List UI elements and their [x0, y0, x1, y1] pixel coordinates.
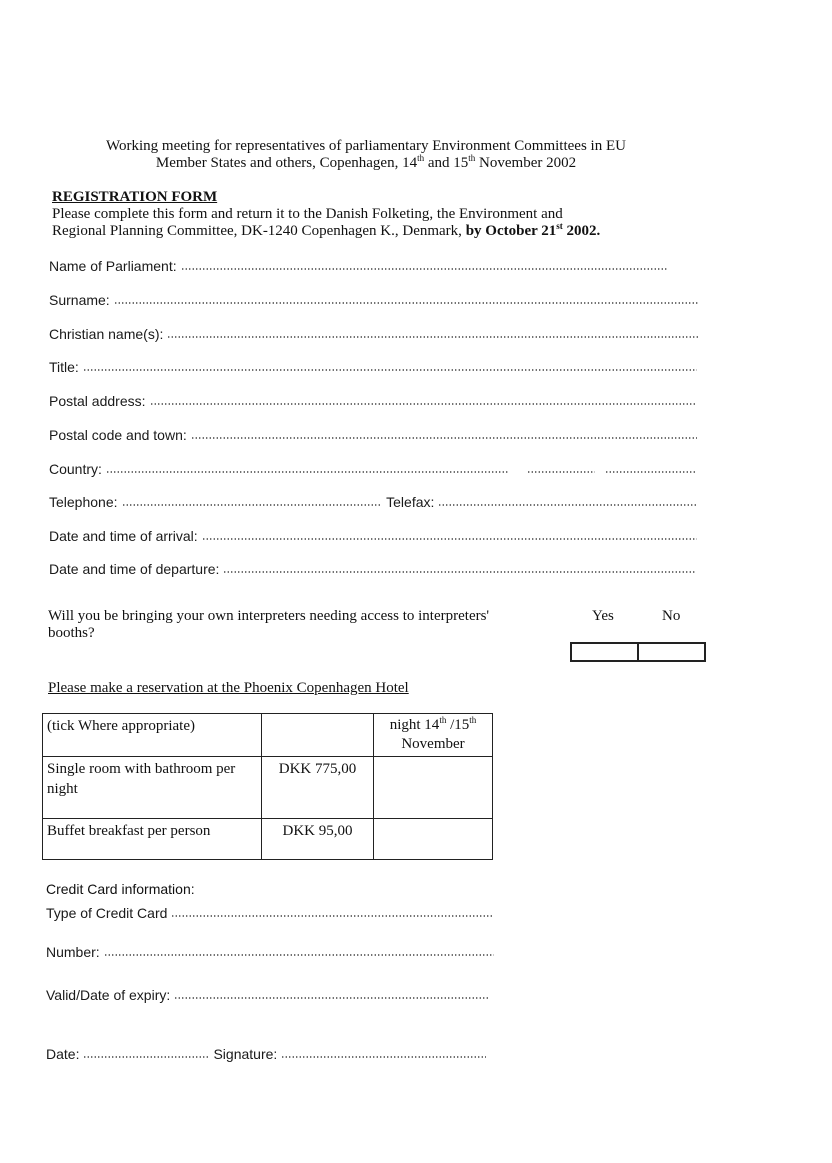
telephone-telefax-field[interactable]	[49, 490, 697, 510]
postal-address-label: Postal address:	[49, 393, 146, 409]
arrival-label: Date and time of arrival:	[49, 528, 198, 544]
fill-line	[150, 403, 698, 405]
yes-no-checkboxes	[570, 642, 706, 662]
departure-field[interactable]	[49, 557, 695, 577]
registration-form-title: REGISTRATION FORM	[52, 189, 218, 205]
table-header-row	[43, 714, 493, 757]
title-label: Title:	[49, 359, 79, 375]
table-row	[43, 819, 493, 860]
signature-label: Signature:	[213, 1046, 278, 1062]
postal-address-field[interactable]	[49, 389, 697, 409]
question-line1: Will you be bringing your own interpreters needing access to interpreters'	[48, 608, 490, 624]
ordinal-suffix: th	[468, 153, 476, 163]
meeting-date-text: November 2002	[475, 155, 577, 171]
country-label: Country:	[49, 461, 102, 477]
christian-names-field[interactable]	[49, 322, 699, 342]
meeting-title-line1: Working meeting for representatives of parliamentary Environment Committees in EU	[106, 138, 626, 154]
night-month: November	[401, 736, 465, 752]
fill-line	[114, 302, 699, 304]
breakfast-item: Buffet breakfast per person	[43, 819, 262, 860]
card-expiry-field[interactable]	[46, 983, 488, 1003]
fill-line	[171, 915, 492, 917]
departure-label: Date and time of departure:	[49, 561, 220, 577]
fill-line	[83, 1056, 209, 1058]
fill-line	[106, 471, 509, 473]
night-text: night 14	[389, 717, 440, 733]
no-label: No	[662, 608, 681, 624]
fill-line	[104, 954, 494, 956]
fill-line	[167, 336, 699, 338]
no-checkbox[interactable]	[637, 644, 704, 660]
question-line2: booths?	[48, 625, 95, 641]
fill-line	[174, 997, 488, 999]
ordinal-suffix: st	[556, 221, 563, 231]
deadline-text: 2002.	[562, 223, 601, 239]
card-number-label: Number:	[46, 944, 100, 960]
header-cell-empty	[262, 714, 374, 757]
room-price: DKK 775,00	[262, 757, 374, 819]
card-type-field[interactable]	[46, 901, 492, 921]
fill-line	[202, 538, 697, 540]
fill-line	[438, 504, 697, 506]
fill-line	[181, 268, 667, 270]
title-field[interactable]	[49, 355, 697, 375]
arrival-field[interactable]	[49, 524, 697, 544]
meeting-title-line2	[0, 155, 732, 172]
card-number-field[interactable]	[46, 940, 494, 960]
deadline-text: by October 21	[461, 223, 557, 239]
country-field[interactable]	[49, 457, 697, 477]
instructions-line1: Please complete this form and return it to the Danish Folketing, the Environment and	[52, 206, 563, 222]
fill-line	[122, 504, 381, 506]
postal-code-town-field[interactable]	[49, 423, 697, 443]
deadline	[462, 223, 600, 239]
registration-instructions	[52, 206, 600, 240]
card-expiry-label: Valid/Date of expiry:	[46, 987, 171, 1003]
breakfast-price: DKK 95,00	[262, 819, 374, 860]
header-cell: (tick Where appropriate)	[43, 714, 262, 757]
date-label: Date:	[46, 1046, 80, 1062]
fill-line	[605, 471, 697, 473]
meeting-title	[0, 138, 732, 172]
fill-line	[191, 437, 697, 439]
ordinal-suffix: th	[439, 715, 447, 725]
table-row	[43, 757, 493, 819]
christian-names-label: Christian name(s):	[49, 326, 164, 342]
postal-code-town-label: Postal code and town:	[49, 427, 187, 443]
card-type-label: Type of Credit Card	[46, 905, 168, 921]
hotel-reservation-heading: Please make a reservation at the Phoenix Copenhagen Hotel	[48, 680, 409, 696]
yes-label: Yes	[592, 608, 614, 624]
parliament-field[interactable]	[49, 254, 667, 274]
telefax-label: Telefax:	[386, 494, 435, 510]
room-item: Single room with bathroom per night	[43, 757, 262, 819]
interpreters-question	[48, 608, 489, 642]
fill-line	[527, 471, 595, 473]
meeting-date-text: Member States and others, Copenhagen, 14	[155, 155, 418, 171]
hotel-reservation-table	[42, 713, 493, 860]
fill-line	[223, 571, 695, 573]
date-signature-field[interactable]	[46, 1042, 486, 1062]
header-cell-night	[374, 714, 493, 757]
surname-field[interactable]	[49, 288, 699, 308]
surname-label: Surname:	[49, 292, 110, 308]
instructions-line2	[52, 223, 600, 240]
ordinal-suffix: th	[469, 715, 477, 725]
yes-checkbox[interactable]	[572, 644, 637, 660]
breakfast-tick-cell[interactable]	[374, 819, 493, 860]
fill-line	[281, 1056, 486, 1058]
meeting-date-text: and 15	[424, 155, 469, 171]
night-text: /15	[446, 717, 470, 733]
ordinal-suffix: th	[417, 153, 425, 163]
instructions-text: Regional Planning Committee, DK-1240 Copenhagen K., Denmark,	[52, 223, 462, 239]
telephone-label: Telephone:	[49, 494, 118, 510]
parliament-label: Name of Parliament:	[49, 258, 177, 274]
credit-card-heading: Credit Card information:	[46, 881, 195, 897]
fill-line	[83, 369, 697, 371]
room-tick-cell[interactable]	[374, 757, 493, 819]
